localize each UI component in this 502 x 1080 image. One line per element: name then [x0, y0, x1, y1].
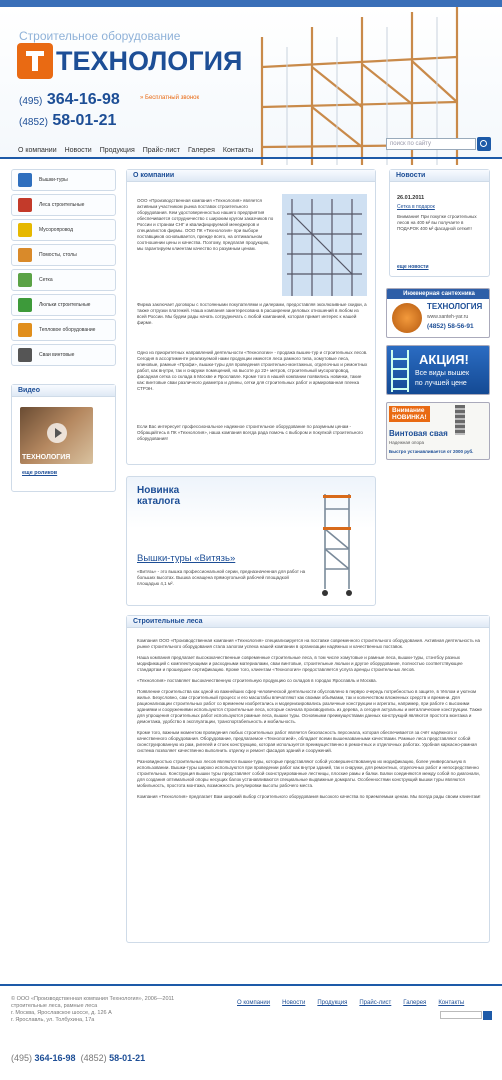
catalog-item-desc: «Витязь» - это вышка профессиональной серии, предназначенная для работ на больших высотах. Вышка оснащена прямоугольной рабочей площадкой площадью 4,1 м².: [137, 569, 306, 586]
footer-search-input[interactable]: [440, 1011, 482, 1019]
article-body: [137, 638, 483, 805]
about-paragraph-4: Если Вас интересует профессиональное надежное строительное оборудование по разумным ценам - Обращайтесь в ПК «Технология», наша компания всегда рада помочь с выбором и покупкой строительного оборудования!: [137, 424, 363, 441]
video-title: Видео: [12, 385, 115, 397]
ad-akciya[interactable]: [386, 345, 490, 395]
footer-phones: (495) 364-16-98 (4852) 58-01-21: [11, 1053, 146, 1063]
ad-santehnika-site: www.santeh-yar.ru: [427, 314, 469, 320]
footer-link-products[interactable]: Продукция: [317, 1000, 348, 1006]
article-paragraph: Наша компания предлагает высококачественные современные строительные леса, в том числе хомутовые и рамные леса, вышки-туры, стэнгбоу разных модификаций с комплектующими и расходными материалами, сваи винтовые, строительные люльки и другое оборудование, полностью соответствующее стандартам и прошедшее сертификацию. Кроме того, клиентам «Технология» предоставляется услуга аренды строительных лесов.: [137, 655, 463, 672]
ad-novinka[interactable]: [386, 402, 490, 460]
footer-divider: [0, 984, 502, 986]
footer-link-contacts[interactable]: Контакты: [438, 1000, 465, 1006]
scaffolding-article: [126, 615, 490, 943]
heater-icon: [18, 323, 32, 337]
about-paragraph-2: Фирма заключает договоры с постоянными покупателями и дилерами, предоставляя эксклюзивные скидки, а также отгрузки платежей. Наша компания заинтересована в расширении деловых отношений в любом из всей России. Мы будем рады начать сотрудничать с любой компанией, которая примет интерес к нашей фирме.: [137, 302, 367, 325]
platform-icon: [18, 248, 32, 262]
header-divider: [0, 157, 502, 159]
search-input[interactable]: поиск по сайту: [386, 138, 476, 150]
header: [0, 7, 502, 157]
sidebar-item-towers[interactable]: Вышки-туры: [11, 169, 116, 191]
video-logo: ТЕХНОЛОГИЯ: [22, 454, 71, 461]
net-icon: [18, 273, 32, 287]
ad-akciya-line1: Все виды вышек: [415, 370, 470, 377]
footer-search-button[interactable]: [483, 1011, 492, 1020]
pile-icon: [18, 348, 32, 362]
menu-item-contacts[interactable]: Контакты: [222, 147, 254, 154]
scaffold-photo: [282, 194, 367, 296]
news-headline-link[interactable]: Сетка в подарок: [397, 204, 435, 210]
news-box: [389, 169, 490, 277]
footer-link-news[interactable]: Новости: [282, 1000, 306, 1006]
menu-item-price[interactable]: Прайс-лист: [142, 147, 181, 154]
more-news-link[interactable]: еще новости: [397, 264, 429, 270]
tower-icon: [18, 173, 32, 187]
ad-santehnika[interactable]: [386, 288, 490, 338]
article-paragraph: Компания ООО «Производственная компания «Технология» специализируется на поставке современного строительного оборудования. Активная деятельность на рынке строительного оборудования стала залогом успеха нашей компании в организации надёжных и качественных поставок.: [137, 638, 480, 649]
article-paragraph: Разновидностью строительных лесов являются вышки-туры, которые представляют собой усовершенствованную их модификацию, более универсальную в использовании. Вышки-туры широко используются при проведении работ как внутри зданий, так и снаружи, для ремонтных, отделочных работ и непосредственно строительных. Конструкция вышки туры представляет собой сконструированные лестницы, плоские рамы и балки. Балки соединяются между собой по диагонали, для создания оптимальной опоры несущих балок устанавливаются специальные выдвижные домкраты. Особенностями конструкций вышки туры являются мобильность, простота монтажа, возможность регулировки высоты рабочего места.: [137, 759, 480, 788]
sidebar-item-heating[interactable]: Тепловое оборудование: [11, 319, 116, 341]
mobile-tower-image: [317, 489, 357, 599]
ad-novinka-badge: Внимание НОВИНКА!: [389, 406, 430, 422]
footer-link-about[interactable]: О компании: [237, 1000, 271, 1006]
logo[interactable]: [17, 43, 242, 79]
cradle-icon: [18, 298, 32, 312]
screw-pile-icon: [455, 405, 465, 435]
ad-santehnika-logo: ТЕХНОЛОГИЯ: [427, 302, 483, 311]
sidebar-item-platforms[interactable]: Помосты, столы: [11, 244, 116, 266]
ad-akciya-line2: по лучшей цене: [415, 380, 467, 387]
main-menu: [18, 147, 253, 154]
article-paragraph: Появление строительства как одной из важнейших сфер человеческой деятельности обусловлено в первую очередь потребностью в защите, в тёплом и уютном жилье. Безусловно, сам строительный процесс и его масштабы впечатляют как своими объёмами, так и количеством вложенных средств и времени. Для рационализации строительных работ со временем изобретались и модернизировались различные конструкции и агрегаты, например, при работе с высокими зданиями и сооружениями используются строительные леса, которые сначала производились из дерева, а сегодня актуальны и металлические конструкции. Также для упрощения строительных работ используются рамные леса, вышки туры. Основными преимуществами данных конструкций являются простота монтажа и демонтажа, удобство в эксплуатации, транспортабельность и мобильность.: [137, 689, 483, 724]
sidebar-item-chute[interactable]: Мусоропровод: [11, 219, 116, 241]
ad-akciya-title: АКЦИЯ!: [419, 352, 469, 367]
top-bar: [0, 0, 502, 7]
menu-item-products[interactable]: Продукция: [99, 147, 135, 154]
catalog-title: Новинка каталога: [137, 485, 181, 507]
menu-item-news[interactable]: Новости: [64, 147, 92, 154]
ad-novinka-price: Быстро устанавливается от 2000 руб.: [389, 449, 474, 454]
news-date: 26.01.2011: [397, 195, 425, 201]
play-icon[interactable]: [47, 423, 67, 443]
about-title: О компании: [127, 170, 375, 182]
footer-menu: [237, 1000, 464, 1006]
logo-mark-icon: [17, 43, 53, 79]
more-videos-link[interactable]: еще роликов: [22, 470, 58, 476]
about-paragraph-1: ООО «Производственная компания «Технология» является активным участником рынка поставок строительного оборудования. Кем удостоверенностью нашего предприятия обеспечивается сотрудничество с широким кругом заказчиков по России и странам СНГ и квалифицируемой менеджеров и специалистов фирмы. ООО ПК «Технология» при выборе поставщиков основывается, прежде всего, на оптимальном соотношении цены и качества. Поэтому, предлагая продукцию, мы гарантируем клиентам качество по разумным ценам.: [137, 198, 274, 251]
tower-icon: [391, 350, 409, 392]
footer: [0, 984, 502, 1080]
scaffold-icon: [18, 198, 32, 212]
footer-copyright: © ООО «Производственная компания Технология», 2006—2011 строительные леса, рамные леса г. Москва, Ярославское шоссе, д. 126 А г. Ярославль, ул. Толбухина, 17а: [11, 996, 175, 1023]
sidebar-catalog: [11, 169, 116, 369]
video-thumbnail[interactable]: [20, 407, 93, 464]
menu-item-gallery[interactable]: Галерея: [188, 147, 215, 154]
article-title: Строительные леса: [127, 616, 489, 628]
wrench-icon: [392, 303, 422, 333]
sidebar-item-scaffolding[interactable]: Леса строительные: [11, 194, 116, 216]
about-section: [126, 169, 376, 465]
article-paragraph: Компания «Технология» предлагает Вам широкий выбор строительного оборудования высокого качества по приемлемым ценам. Мы всегда рады своим клиентам!: [137, 794, 481, 799]
ad-santehnika-phone: (4852) 58-56-91: [427, 323, 474, 330]
search-button[interactable]: [477, 137, 491, 151]
about-paragraph-3: Одно из приоритетных направлений деятельности «Технологии» - продажа вышек-тур и строительных лесов. Сегодня в ассортименте реализуемой нами продукции имеются леса рамного типа, хомутовые леса, клиновые, рамные «Профи», вышки-туры для проведения строительно-монтажных, отделочных и ремонтных работ, как внутри, так и снаружи помещений, на высоте до 22+ метров, строительный мусоропровод, фасадная сетка со склада в Москве и Ярославле. Кроме того в нашей компании появились новинки, такие как: винтовые сваи различного диаметра и длины, сетки для строительных работ и армированная пленка СТРЭН.: [137, 350, 368, 391]
phone-moscow: (495) 364-16-98: [19, 91, 120, 108]
article-paragraph: «Технология» поставляет высокачественную строительную продукцию со складов в городах Ярославль и Москва.: [137, 678, 377, 683]
video-box: [11, 384, 116, 492]
footer-link-price[interactable]: Прайс-лист: [359, 1000, 392, 1006]
sidebar-item-piles[interactable]: Сваи винтовые: [11, 344, 116, 366]
free-call-link[interactable]: » Бесплатный звонок: [140, 95, 200, 101]
footer-link-gallery[interactable]: Галерея: [403, 1000, 427, 1006]
news-title: Новости: [390, 170, 489, 182]
catalog-item-link[interactable]: Вышки-туры «Витязь»: [137, 553, 236, 564]
chute-icon: [18, 223, 32, 237]
article-paragraph: Кроме того, важным моментом проведения любых строительных работ является безопасность персонала, которая обеспечивается за счёт надёжного и качественного оборудования. Оборудование, предлагаемое «Технологией», обладает всеми вышеназванными качествами. Рамные леса представляют собой сконструированную из рам, ригелей и стоек конструкцию, которая используется преимущественно в ремонтных и отделочных работах. Удобная каркасно-рамная система позволяет качественно выполнить отделку и ремонт фасадов зданий и сооружений.: [137, 730, 477, 753]
ad-novinka-sub: Надежная опора: [389, 440, 424, 445]
sidebar-item-net[interactable]: Сетка: [11, 269, 116, 291]
ad-novinka-title: Винтовая свая: [389, 429, 448, 438]
news-text: Внимание! При покупке строительных лесов на 400 м² вы получаете в ПОДАРОК 400 м² фасадной сетки!!!: [397, 214, 477, 231]
phone-yaroslavl: (4852) 58-01-21: [19, 112, 117, 129]
menu-item-about[interactable]: О компании: [18, 147, 57, 154]
ad-santehnika-title: Инженерная сантехника: [387, 289, 490, 299]
sidebar-item-cradles[interactable]: Люльки строительные: [11, 294, 116, 316]
logo-text: ТЕХНОЛОГИЯ: [56, 45, 243, 76]
catalog-new-item: [126, 476, 376, 606]
site-tagline: Строительное оборудование: [19, 29, 181, 43]
